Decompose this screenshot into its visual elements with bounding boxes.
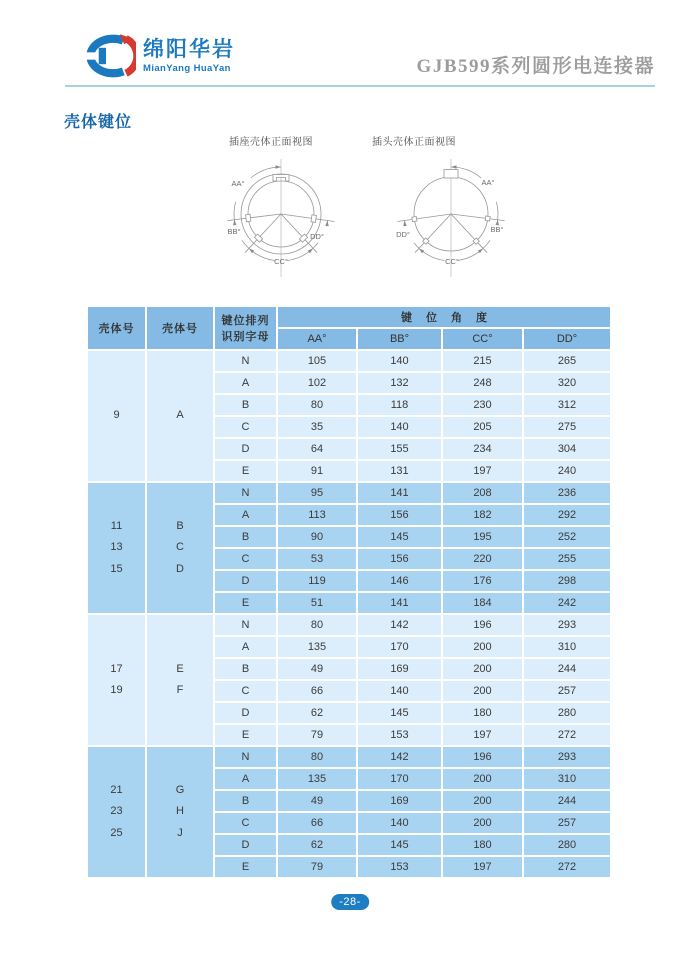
angle-value-cell: 320: [524, 373, 610, 393]
angle-value-cell: 197: [443, 857, 522, 877]
key-id-letter-cell: A: [215, 505, 276, 525]
plug-front-view-diagram: [376, 150, 526, 285]
shell-number-cell-line: 13: [110, 541, 123, 554]
angle-value-cell: 145: [358, 703, 441, 723]
shell-number-cell-line: 15: [110, 562, 123, 575]
key-id-letter-cell: A: [215, 373, 276, 393]
shell-number-cell: [88, 615, 145, 745]
angle-value-cell: 62: [278, 703, 356, 723]
angle-value-cell: 292: [524, 505, 610, 525]
key-id-letter-cell: A: [215, 769, 276, 789]
shell-number-cell-line: 11: [110, 519, 123, 532]
key-id-letter-cell: N: [215, 483, 276, 503]
shell-number-cell-line: 9: [113, 409, 120, 422]
key-id-letter-cell: C: [215, 813, 276, 833]
header-key-id-line2: 识别字母: [221, 331, 270, 343]
angle-value-cell: 141: [358, 593, 441, 613]
angle-value-cell: 240: [524, 461, 610, 481]
key-id-letter-cell: E: [215, 593, 276, 613]
angle-value-cell: 200: [443, 769, 522, 789]
angle-value-cell: 90: [278, 527, 356, 547]
shell-letter-cell-line: B: [176, 519, 184, 532]
shell-letter-cell: [147, 351, 213, 481]
angle-value-cell: 272: [524, 725, 610, 745]
plug-angle-label-bb: BB°: [490, 225, 504, 234]
angle-value-cell: 196: [443, 747, 522, 767]
angle-value-cell: 182: [443, 505, 522, 525]
shell-letter-cell: [147, 483, 213, 613]
angle-value-cell: 310: [524, 769, 610, 789]
key-id-letter-cell: N: [215, 747, 276, 767]
key-id-letter-cell: C: [215, 417, 276, 437]
angle-value-cell: 141: [358, 483, 441, 503]
angle-value-cell: 195: [443, 527, 522, 547]
angle-value-cell: 118: [358, 395, 441, 415]
shell-letter-cell: [147, 615, 213, 745]
shell-number-cell: [88, 747, 145, 877]
angle-value-cell: 275: [524, 417, 610, 437]
angle-value-cell: 200: [443, 637, 522, 657]
key-id-letter-cell: B: [215, 395, 276, 415]
socket-angle-label-aa: AA°: [231, 179, 245, 188]
angle-value-cell: 140: [358, 813, 441, 833]
angle-value-cell: 135: [278, 769, 356, 789]
angle-value-cell: 51: [278, 593, 356, 613]
table-row: [88, 351, 610, 371]
company-logo: [76, 31, 235, 81]
angle-value-cell: 176: [443, 571, 522, 591]
angle-value-cell: 146: [358, 571, 441, 591]
angle-value-cell: 293: [524, 615, 610, 635]
angle-value-cell: 135: [278, 637, 356, 657]
page-number-badge: -28-: [331, 894, 369, 910]
angle-value-cell: 197: [443, 461, 522, 481]
angle-value-cell: 80: [278, 747, 356, 767]
angle-value-cell: 169: [358, 791, 441, 811]
shell-number-cell-line: 23: [110, 805, 123, 818]
key-id-letter-cell: E: [215, 461, 276, 481]
angle-value-cell: 79: [278, 725, 356, 745]
angle-value-cell: 153: [358, 857, 441, 877]
angle-value-cell: 140: [358, 681, 441, 701]
key-id-letter-cell: B: [215, 659, 276, 679]
angle-value-cell: 80: [278, 395, 356, 415]
shell-letter-cell: [147, 747, 213, 877]
angle-value-cell: 244: [524, 791, 610, 811]
angle-value-cell: 197: [443, 725, 522, 745]
angle-value-cell: 298: [524, 571, 610, 591]
angle-value-cell: 257: [524, 813, 610, 833]
angle-value-cell: 170: [358, 769, 441, 789]
angle-value-cell: 102: [278, 373, 356, 393]
top-key-tab: [444, 170, 458, 179]
key-id-letter-cell: N: [215, 351, 276, 371]
angle-value-cell: 95: [278, 483, 356, 503]
shell-letter-cell-line: A: [176, 409, 184, 422]
angle-value-cell: 156: [358, 549, 441, 569]
key-id-letter-cell: C: [215, 549, 276, 569]
shell-letter-cell-line: D: [176, 562, 184, 575]
header-key-id-letter: [215, 307, 276, 349]
angle-value-cell: 280: [524, 835, 610, 855]
table-row: [88, 483, 610, 503]
angle-value-cell: 64: [278, 439, 356, 459]
key-position-table: [86, 305, 612, 879]
plug-angle-label-cc: CC°: [445, 257, 459, 266]
socket-front-view-diagram: [206, 150, 356, 285]
plug-angle-label-aa: AA°: [481, 178, 495, 187]
angle-value-cell: 169: [358, 659, 441, 679]
angle-value-cell: 156: [358, 505, 441, 525]
angle-value-cell: 145: [358, 835, 441, 855]
angle-value-cell: 248: [443, 373, 522, 393]
angle-value-cell: 244: [524, 659, 610, 679]
table-row: [88, 747, 610, 767]
angle-value-cell: 145: [358, 527, 441, 547]
logo-name-cn: 绵阳华岩: [143, 38, 235, 61]
key-id-letter-cell: N: [215, 615, 276, 635]
angle-value-cell: 257: [524, 681, 610, 701]
shell-number-cell: [88, 351, 145, 481]
angle-value-cell: 131: [358, 461, 441, 481]
angle-value-cell: 180: [443, 835, 522, 855]
shell-letter-cell-line: H: [176, 805, 184, 818]
key-id-letter-cell: D: [215, 571, 276, 591]
document-title: GJB599系列圆形电连接器: [416, 56, 655, 77]
angle-value-cell: 252: [524, 527, 610, 547]
angle-value-cell: 170: [358, 637, 441, 657]
logo-swirl-icon: [76, 31, 136, 81]
angle-value-cell: 200: [443, 791, 522, 811]
angle-value-cell: 105: [278, 351, 356, 371]
plug-diagram-caption: 插头壳体正面视图: [372, 137, 456, 148]
shell-letter-cell-line: F: [176, 684, 184, 696]
shell-number-cell-line: 17: [110, 662, 123, 675]
socket-angle-label-bb: BB°: [227, 227, 241, 236]
shell-number-cell-line: 19: [110, 684, 123, 696]
shell-number-cell: [88, 483, 145, 613]
shell-letter-cell-line: C: [176, 541, 184, 554]
angle-value-cell: 196: [443, 615, 522, 635]
angle-value-cell: 153: [358, 725, 441, 745]
header-shell-no-2: 壳体号: [147, 307, 213, 349]
logo-name-en: MianYang HuaYan: [143, 63, 231, 75]
angle-value-cell: 184: [443, 593, 522, 613]
key-id-letter-cell: D: [215, 439, 276, 459]
angle-value-cell: 200: [443, 813, 522, 833]
angle-value-cell: 140: [358, 351, 441, 371]
socket-angle-label-dd: DD°: [310, 232, 324, 241]
angle-value-cell: 234: [443, 439, 522, 459]
header-angle-bb: BB°: [358, 329, 441, 349]
angle-value-cell: 205: [443, 417, 522, 437]
angle-value-cell: 272: [524, 857, 610, 877]
angle-value-cell: 304: [524, 439, 610, 459]
key-id-letter-cell: E: [215, 857, 276, 877]
angle-value-cell: 66: [278, 681, 356, 701]
table-header: [88, 307, 610, 349]
socket-angle-label-cc: CC°: [274, 257, 288, 266]
header-angle-aa: AA°: [278, 329, 356, 349]
shell-number-cell-line: 21: [110, 783, 123, 796]
angle-value-cell: 236: [524, 483, 610, 503]
angle-value-cell: 140: [358, 417, 441, 437]
plug-angle-label-dd: DD°: [396, 230, 410, 239]
angle-value-cell: 53: [278, 549, 356, 569]
angle-value-cell: 79: [278, 857, 356, 877]
header-divider: [65, 85, 655, 87]
angle-value-cell: 119: [278, 571, 356, 591]
angle-value-cell: 180: [443, 703, 522, 723]
key-id-letter-cell: A: [215, 637, 276, 657]
socket-diagram-caption: 插座壳体正面视图: [229, 137, 313, 148]
angle-value-cell: 142: [358, 747, 441, 767]
angle-value-cell: 293: [524, 747, 610, 767]
angle-value-cell: 49: [278, 659, 356, 679]
angle-value-cell: 280: [524, 703, 610, 723]
key-id-letter-cell: E: [215, 725, 276, 745]
key-id-letter-cell: D: [215, 703, 276, 723]
angle-value-cell: 215: [443, 351, 522, 371]
header-key-id-line1: 键位排列: [221, 315, 270, 327]
table-row: [88, 615, 610, 635]
key-id-letter-cell: C: [215, 681, 276, 701]
key-table-body: [88, 351, 610, 877]
angle-value-cell: 310: [524, 637, 610, 657]
angle-value-cell: 91: [278, 461, 356, 481]
angle-value-cell: 35: [278, 417, 356, 437]
header-angle-dd: DD°: [524, 329, 610, 349]
angle-value-cell: 200: [443, 681, 522, 701]
angle-value-cell: 230: [443, 395, 522, 415]
header-shell-no-1: 壳体号: [88, 307, 145, 349]
key-id-letter-cell: B: [215, 791, 276, 811]
header-angle-cc: CC°: [443, 329, 522, 349]
angle-value-cell: 113: [278, 505, 356, 525]
key-id-letter-cell: B: [215, 527, 276, 547]
angle-value-cell: 200: [443, 659, 522, 679]
angle-value-cell: 242: [524, 593, 610, 613]
angle-value-cell: 255: [524, 549, 610, 569]
shell-number-cell-line: 25: [110, 826, 123, 839]
angle-value-cell: 142: [358, 615, 441, 635]
angle-value-cell: 265: [524, 351, 610, 371]
angle-value-cell: 62: [278, 835, 356, 855]
angle-value-cell: 312: [524, 395, 610, 415]
shell-letter-cell-line: E: [176, 662, 184, 675]
angle-value-cell: 155: [358, 439, 441, 459]
shell-letter-cell-line: G: [175, 783, 185, 796]
angle-value-cell: 208: [443, 483, 522, 503]
angle-value-cell: 80: [278, 615, 356, 635]
shell-letter-cell-line: J: [177, 826, 183, 839]
angle-value-cell: 132: [358, 373, 441, 393]
section-title: 壳体键位: [64, 114, 133, 131]
logo-text: [143, 31, 235, 74]
header-key-angle-group: 键位角度: [278, 307, 610, 327]
angle-value-cell: 66: [278, 813, 356, 833]
angle-value-cell: 220: [443, 549, 522, 569]
key-id-letter-cell: D: [215, 835, 276, 855]
angle-value-cell: 49: [278, 791, 356, 811]
